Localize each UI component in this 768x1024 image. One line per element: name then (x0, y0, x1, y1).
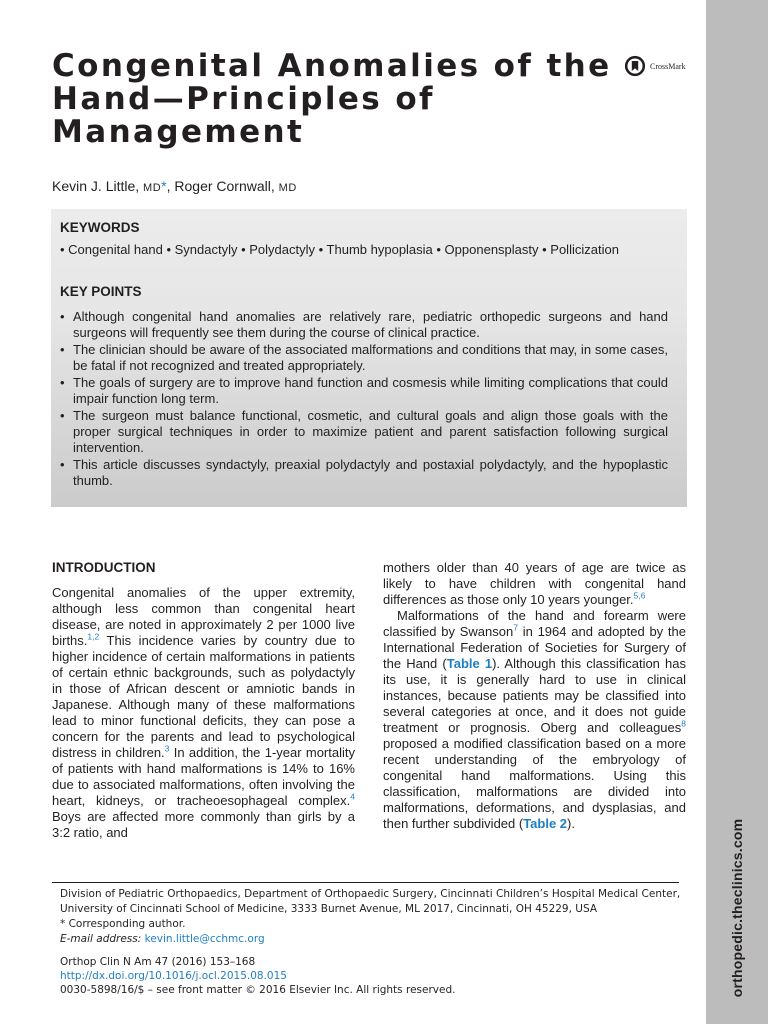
body-column-left (52, 585, 355, 841)
reference-link[interactable]: 4 (350, 791, 355, 802)
reference-link[interactable]: 1,2 (87, 631, 100, 642)
key-point-item: • The surgeon must balance functional, cosmetic, and cultural goals and align those goals with the proper surgical techniques in order to maximize patient and parent satisfaction following surgical intervention. (60, 408, 668, 455)
author-1-degree: MD (143, 182, 162, 194)
journal-citation: Orthop Clin N Am 47 (2016) 153–168 (60, 956, 256, 968)
body-text: In addition, the 1-year mortality of patients with hand malformations is 14% to 16% due to associated malformations, often involving the heart, kidneys, or tracheoesophageal complex. (52, 745, 355, 808)
key-point-item: • This article discusses syndactyly, preaxial polydactyly and postaxial polydactyly, and the hypoplastic thumb. (60, 457, 668, 489)
author-2-name: , Roger Cornwall, (166, 178, 275, 194)
key-points-heading: KEY POINTS (60, 284, 142, 299)
affiliation: Division of Pediatric Orthopaedics, Department of Orthopaedic Surgery, Cincinnati Children’s Hospital Medical Center, University of Cincinnati School of Medicine, 3333 Burnet Avenue, ML 2017, Cincinnati, OH 45229, USA (60, 888, 681, 915)
citation-block (60, 955, 455, 997)
email-line (60, 932, 690, 947)
keywords-list: • Congenital hand • Syndactyly • Polydactyly • Thumb hypoplasia • Opponensplasty • Pollicization (60, 242, 619, 257)
intro-paragraph-1 (52, 585, 355, 841)
reference-link[interactable]: 7 (513, 622, 518, 633)
reference-link[interactable]: 5,6 (633, 590, 646, 601)
corresponding-author-note: * Corresponding author. (60, 918, 186, 930)
key-point-item: • The goals of surgery are to improve hand function and cosmesis while limiting complications that could impair function long term. (60, 375, 668, 407)
intro-paragraph-2 (383, 608, 686, 832)
email-label: E-mail address: (60, 933, 142, 945)
article-title: Congenital Anomalies of the Hand—Principles of Management (52, 48, 612, 150)
reference-link[interactable]: 3 (164, 743, 170, 754)
footnotes (60, 887, 690, 947)
table-2-link[interactable]: Table 2 (523, 816, 568, 831)
key-point-item: • Although congenital hand anomalies are relatively rare, pediatric orthopedic surgeons and hand surgeons will frequently see them during the course of clinical practice. (60, 309, 668, 341)
doi-link[interactable]: http://dx.doi.org/10.1016/j.ocl.2015.08.015 (60, 970, 287, 982)
keywords-heading: KEYWORDS (60, 220, 140, 235)
body-text: This incidence varies by country due to higher incidence of certain malformations in patients of certain ethnic backgrounds, such as polydactyly in those of African descent or amniotic bands in Japanese. Although many of these malformations lead to minor functional deficits, they can pose a concern for the parents and lead to psychological distress in children. (52, 633, 355, 760)
reference-link[interactable]: 8 (681, 718, 686, 729)
copyright-line: 0030-5898/16/$ – see front matter © 2016 Elsevier Inc. All rights reserved. (60, 984, 456, 996)
crossmark-icon (624, 55, 646, 77)
body-text: ). (567, 816, 575, 831)
table-1-link[interactable]: Table 1 (446, 656, 493, 671)
body-text: proposed a modified classification based on a more recent understanding of the embryology of congenital hand malformations. Using this classification, malformations are divided into malformations, deformations, and dysplasias, and then further subdivided ( (383, 736, 686, 831)
email-link[interactable]: kevin.little@cchmc.org (144, 933, 265, 945)
journal-url-vertical[interactable]: orthopedic.theclinics.com (729, 818, 745, 998)
author-line (52, 178, 297, 194)
body-column-right (383, 560, 686, 832)
body-text: Congenital anomalies of the upper extremity, although less common than congenital heart disease, are noted in approximately 2 per 1000 live births. (52, 585, 355, 648)
body-text: Boys are affected more commonly than girls by a 3:2 ratio, and (52, 809, 355, 840)
crossmark-badge[interactable] (624, 55, 686, 77)
author-1-name: Kevin J. Little, (52, 178, 140, 194)
author-2-degree: MD (278, 182, 297, 194)
body-text: Malformations of the hand and forearm were classified by Swanson (383, 608, 686, 639)
body-text: mothers older than 40 years of age are twice as likely to have children with congenital hand differences as those only 10 years younger. (383, 560, 686, 607)
body-text: ). Although this classification has its use, it is generally hard to use in clinical instances, because patients may be classified into several categories at once, and it does not guide treatment or prognosis. Oberg and colleagues (383, 656, 686, 735)
introduction-heading: INTRODUCTION (52, 560, 156, 575)
body-text: in 1964 and adopted by the International Federation of Societies for Surgery of the Hand ( (383, 624, 686, 671)
crossmark-label: CrossMark (650, 61, 686, 71)
key-point-item: • The clinician should be aware of the associated malformations and conditions that may, in some cases, be fatal if not recognized and treated appropriately. (60, 342, 668, 374)
corresponding-author-mark[interactable]: * (161, 178, 167, 194)
footnote-divider (52, 882, 679, 883)
intro-paragraph-continued (383, 560, 686, 608)
key-points-list (60, 309, 668, 490)
